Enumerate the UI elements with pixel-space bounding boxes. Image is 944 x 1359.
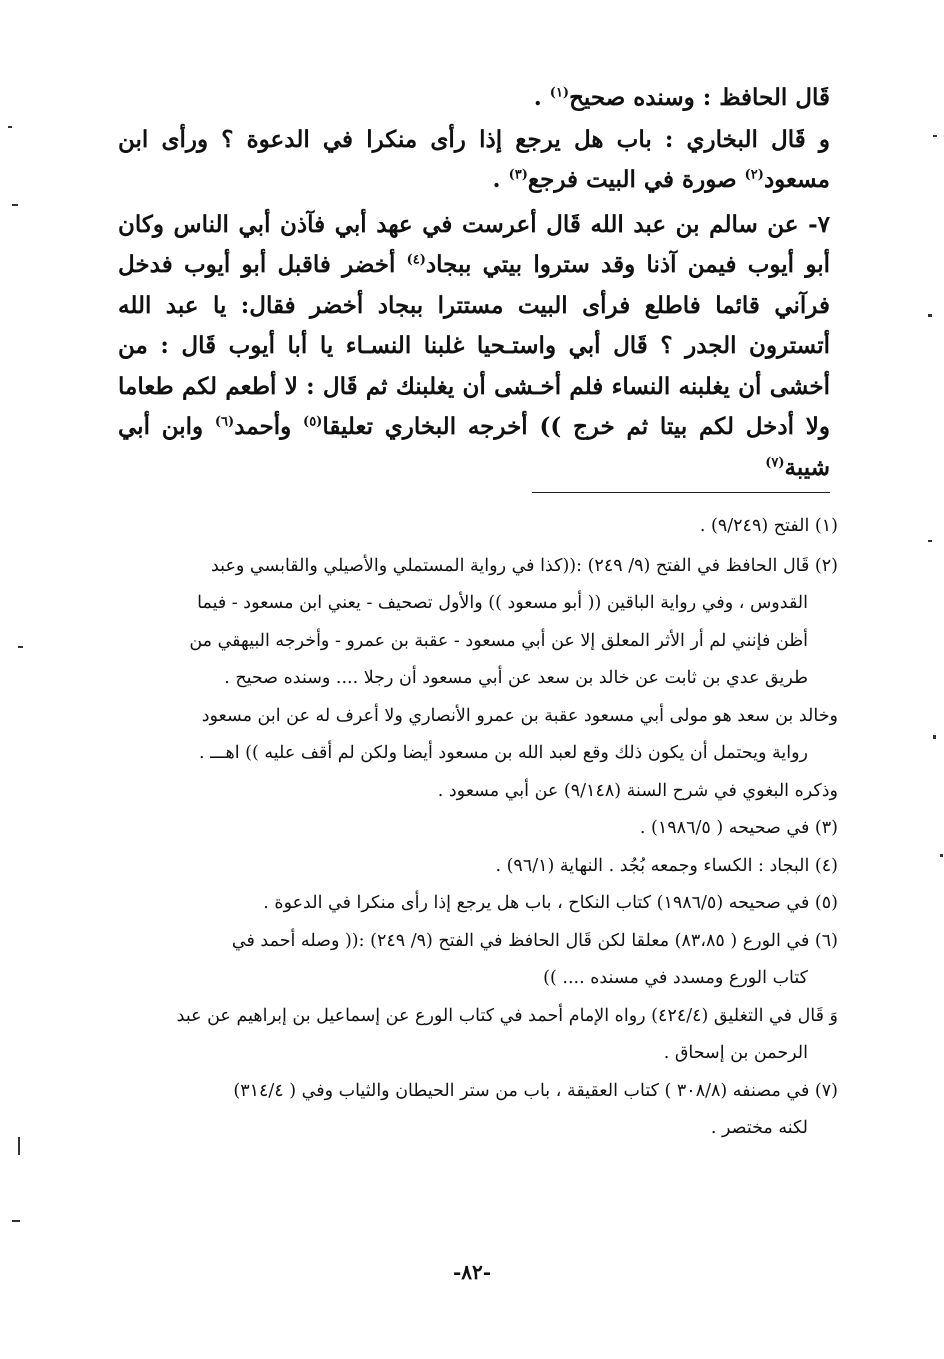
footnote-ref-6[interactable]: (٦) xyxy=(214,414,235,430)
footnote-7-line: لكنه مختصر . xyxy=(710,1118,808,1138)
main-text xyxy=(118,78,830,488)
footnote-2: (٢) قَال الحافظ في الفتح (٩/ ٢٤٩) :((كذا في رواية المستملي والأصيلي والقابسي وعبد xyxy=(210,555,838,576)
footnote-separator xyxy=(532,492,830,493)
scan-mark xyxy=(8,126,12,128)
scan-mark xyxy=(18,646,23,648)
paragraph-text: . xyxy=(492,166,509,193)
footnote-2-line: وذكره البغوي في شرح السنة (٩/١٤٨) عن أبي مسعود . xyxy=(437,780,838,801)
scan-mark xyxy=(933,135,937,137)
scan-mark xyxy=(940,854,943,857)
scan-mark xyxy=(928,314,932,317)
hadith-text: أخضر فاقبل أبو أيوب فدخل فرآني قائما فاطلع فرأى البيت مستترا ببجاد أخضر فقال: يا عبد الله أتسترون الجدر ؟ قَال أبي واستـحيا غلبنا النسـاء يا أبا أيوب قَال : من أخشى أن يغلبنه النساء فلم أخـشى أن يغلبنك ثم قَال : لا أطعم لكم طعاما ولا أدخل لكم بيتا ثم خرج )) أخرجه البخاري تعليقا xyxy=(118,251,831,440)
footnote-6-line: وَ قَال في التغليق (٤٢٤/٤) رواه الإمام أحمد في كتاب الورع عن إسماعيل بن إبراهيم عن عبد xyxy=(176,1005,838,1026)
footnote-ref-7[interactable]: (٧) xyxy=(765,454,785,470)
scan-mark xyxy=(933,735,936,739)
scan-mark xyxy=(18,1137,20,1155)
footnote-6-line: الرحمن بن إسحاق . xyxy=(663,1043,808,1063)
hadith-7 xyxy=(118,205,830,489)
paragraph-text: قَال الحافظ : وسنده صحيح xyxy=(569,84,830,111)
footnote-2-line: رواية ويحتمل أن يكون ذلك وقع لعبد الله بن مسعود أيضا ولكن لم أقف عليه )) اهـــ . xyxy=(199,743,808,763)
paragraph-bukhari xyxy=(118,120,830,201)
footnote-2-line: طريق عدي بن ثابت عن خالد بن سعد عن أبي مسعود أن رجلا .... وسنده صحيح . xyxy=(224,668,808,688)
paragraph-text: و قَال البخاري : باب هل يرجع إذا رأى منكرا في الدعوة ؟ ورأى ابن مسعود xyxy=(118,125,830,193)
footnote-3: (٣) في صحيحه ( ١٩٨٦/٥) . xyxy=(639,818,838,838)
footnote-2-line: أظن فإنني لم أر الأثر المعلق إلا عن أبي مسعود - عقبة بن عمرو - وأخرجه البيهقي من xyxy=(189,630,808,651)
footnote-ref-3[interactable]: (٣) xyxy=(508,167,528,183)
footnote-ref-1[interactable]: (١) xyxy=(549,85,570,101)
scan-mark xyxy=(12,204,18,206)
paragraph-text: . xyxy=(533,84,550,111)
footnote-ref-5[interactable]: (٥) xyxy=(303,414,323,430)
page-number: -٨٢- xyxy=(452,1260,492,1284)
footnote-6: (٦) في الورع ( ٨٣،٨٥) معلقا لكن قَال الحافظ في الفتح (٩/ ٢٤٩) :(( وصله أحمد في xyxy=(231,930,838,951)
footnote-6-line: كتاب الورع ومسدد في مسنده .... )) xyxy=(543,968,808,988)
paragraph-text: صورة في البيت فرجع xyxy=(527,166,745,193)
footnote-7: (٧) في مصنفه (٣٠٨/٨ ) كتاب العقيقة ، باب من ستر الحيطان والثياب وفي ( ٣١٤/٤) xyxy=(233,1080,838,1101)
footnote-5: (٥) في صحيحه (١٩٨٦/٥) كتاب النكاح ، باب هل يرجع إذا رأى منكرا في الدعوة . xyxy=(263,893,838,913)
scan-mark xyxy=(928,540,932,542)
footnote-ref-4[interactable]: (٤) xyxy=(406,252,426,268)
hadith-text: وأحمد xyxy=(234,413,304,440)
hadith-text: ٧- عن سالم بن عبد الله قَال أعرست في عهد أبي فآذن أبي الناس وكان أبو أيوب فيمن آذنا وقد ستروا بيتي ببجاد xyxy=(118,210,831,278)
footnote-4: (٤) البجاد : الكساء وجمعه بُجُد . النهاية (٩٦/١) . xyxy=(495,855,838,876)
scan-mark xyxy=(12,1220,20,1222)
footnote-2-line: وخالد بن سعد هو مولى أبي مسعود عقبة بن عمرو الأنصاري ولا أعرف له عن ابن مسعود xyxy=(201,705,838,726)
footnote-ref-2[interactable]: (٢) xyxy=(744,167,764,183)
footnote-1: (١) الفتح (٩/٢٤٩) . xyxy=(699,516,838,536)
footnotes xyxy=(118,508,838,1148)
hadith-text: وابن أبي شيبة xyxy=(118,413,830,481)
paragraph-hafiz xyxy=(118,78,830,119)
footnote-2-line: القدوس ، وفي رواية الباقين (( أبو مسعود )) والأول تصحيف - يعني ابن مسعود - فيما xyxy=(197,593,808,613)
